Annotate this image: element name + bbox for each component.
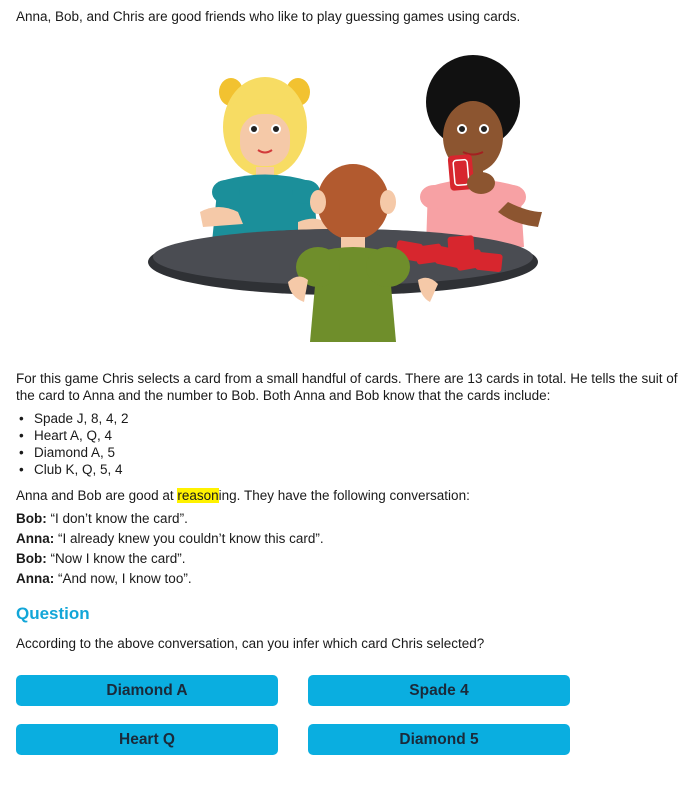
question-heading: Question — [16, 604, 90, 623]
conversation-line — [16, 531, 324, 546]
speaker-name: Bob: — [16, 511, 47, 526]
card-list — [16, 410, 129, 478]
speech-text: “I don’t know the card”. — [46, 511, 188, 526]
list-item: • Spade J, 8, 4, 2 — [16, 410, 129, 427]
speaker-name: Anna: — [16, 571, 55, 586]
choice-diamond-5-button[interactable]: Diamond 5 — [308, 724, 570, 755]
conversation-line — [16, 571, 192, 586]
reasoning-text-before: Anna and Bob are good at — [16, 488, 178, 503]
speaker-name: Bob: — [16, 551, 47, 566]
list-item: • Heart A, Q, 4 — [16, 427, 129, 444]
choice-heart-q-button[interactable]: Heart Q — [16, 724, 278, 755]
conversation-line — [16, 511, 188, 526]
anna-figure — [200, 77, 333, 247]
reasoning-line — [16, 488, 470, 503]
speaker-name: Anna: — [16, 531, 55, 546]
bob-figure — [420, 55, 542, 247]
list-item: • Diamond A, 5 — [16, 444, 129, 461]
choice-diamond-a-button[interactable]: Diamond A — [16, 675, 278, 706]
choice-spade-4-button[interactable]: Spade 4 — [308, 675, 570, 706]
card-game-illustration — [148, 52, 548, 342]
speech-text: “Now I know the card”. — [46, 551, 186, 566]
question-prompt: According to the above conversation, can you infer which card Chris selected? — [16, 636, 485, 651]
intro-text: Anna, Bob, and Chris are good friends who like to play guessing games using cards. — [16, 9, 521, 24]
speech-text: “And now, I know too”. — [54, 571, 192, 586]
conversation-line — [16, 551, 186, 566]
game-description: For this game Chris selects a card from a small handful of cards. There are 13 cards in total. He tells the suit of the card to Anna and the number to Bob. Both Anna and Bob know that the cards include: — [16, 371, 678, 403]
reasoning-text-after: ing. They have the following conversation: — [218, 488, 470, 503]
highlighted-word: reason — [177, 488, 219, 503]
list-item: • Club K, Q, 5, 4 — [16, 461, 129, 478]
speech-text: “I already knew you couldn’t know this card”. — [54, 531, 324, 546]
